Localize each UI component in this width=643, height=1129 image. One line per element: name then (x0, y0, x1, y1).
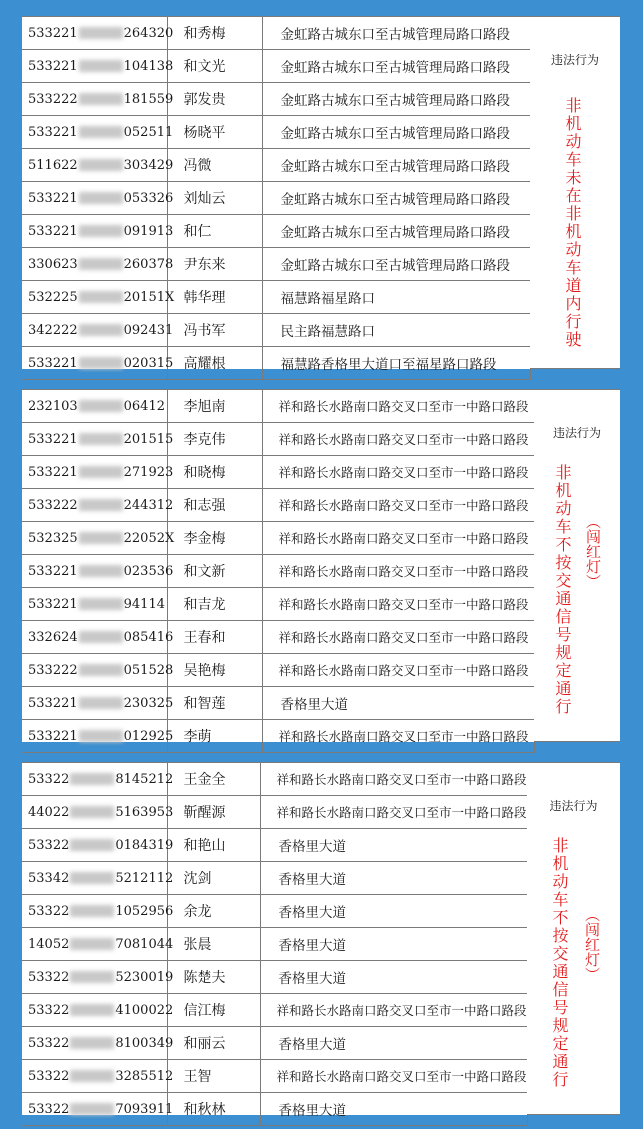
id-number-cell (22, 1027, 174, 1060)
id-suffix: 3285512 (115, 1068, 174, 1084)
redacted-digits (79, 159, 123, 171)
name-cell: 余龙 (167, 895, 260, 928)
table-row (22, 829, 527, 862)
redacted-digits (79, 126, 123, 138)
location-cell: 祥和路长水路南口路交叉口至市一中路口路段 (262, 390, 534, 423)
violation-table-1 (22, 16, 531, 380)
redacted-digits (79, 357, 123, 369)
id-suffix: 264320 (123, 25, 174, 41)
id-prefix: 532225 (28, 289, 78, 305)
id-suffix: 053326 (123, 190, 174, 206)
id-number-cell (22, 215, 174, 248)
id-number-cell (22, 796, 174, 829)
id-number-cell (22, 555, 174, 588)
name-cell: 和丽云 (167, 1027, 260, 1060)
location-cell: 金虹路古城东口至古城管理局路口路段 (262, 83, 530, 116)
location-cell: 祥和路长水路南口路交叉口至市一中路口路段 (260, 1060, 527, 1093)
id-suffix: 201515 (123, 431, 174, 447)
redacted-digits (79, 258, 123, 270)
name-cell: 和秀梅 (167, 17, 262, 50)
id-number-cell (22, 489, 174, 522)
table-row (22, 390, 534, 423)
table-row (22, 149, 530, 182)
table-row (22, 83, 530, 116)
location-cell: 祥和路长水路南口路交叉口至市一中路口路段 (262, 720, 534, 753)
name-cell: 杨晓平 (167, 116, 262, 149)
redacted-digits (79, 499, 123, 511)
id-prefix: 332624 (28, 629, 78, 645)
redacted-digits (79, 697, 123, 709)
id-number-cell (22, 720, 174, 753)
id-suffix: 012925 (123, 728, 174, 744)
id-number-cell (22, 314, 174, 347)
table-row (22, 314, 530, 347)
id-suffix: 94114 (123, 596, 165, 612)
id-prefix: 53322 (28, 1035, 70, 1051)
table-row (22, 182, 530, 215)
name-cell: 郭发贵 (167, 83, 262, 116)
id-number-cell (22, 928, 174, 961)
id-suffix: 052511 (123, 124, 174, 140)
id-suffix: 06412 (123, 398, 165, 414)
redacted-digits (70, 1103, 114, 1115)
id-suffix: 5212112 (115, 870, 174, 886)
id-prefix: 53322 (28, 1068, 70, 1084)
id-number-cell (22, 588, 167, 621)
id-suffix: 181559 (123, 91, 174, 107)
location-cell: 祥和路长水路南口路交叉口至市一中路口路段 (260, 796, 527, 829)
id-number-cell (22, 149, 174, 182)
id-suffix: 303429 (123, 157, 174, 173)
id-prefix: 53322 (28, 903, 70, 919)
redacted-digits (79, 664, 123, 676)
id-number-cell (22, 895, 174, 928)
table-row (22, 654, 534, 687)
location-cell: 香格里大道 (260, 862, 527, 895)
name-cell: 和晓梅 (167, 456, 262, 489)
id-suffix: 5230019 (115, 969, 174, 985)
table-row (22, 1027, 527, 1060)
table-row (22, 347, 530, 380)
redacted-digits (79, 400, 123, 412)
id-prefix: 53322 (28, 771, 70, 787)
redacted-digits (79, 466, 123, 478)
id-number-cell (22, 83, 174, 116)
table-row (22, 687, 534, 720)
table-row (22, 961, 527, 994)
redacted-digits (70, 971, 114, 983)
location-cell: 祥和路长水路南口路交叉口至市一中路口路段 (260, 994, 527, 1027)
id-prefix: 511622 (28, 157, 78, 173)
id-number-cell (22, 862, 174, 895)
name-cell: 李萌 (167, 720, 262, 753)
location-cell: 福慧路香格里大道口至福星路口路段 (262, 347, 530, 380)
name-cell: 沈剑 (167, 862, 260, 895)
location-cell: 香格里大道 (260, 961, 527, 994)
violation-table-3 (22, 762, 528, 1126)
name-cell: 冯微 (167, 149, 262, 182)
name-cell: 高耀根 (167, 347, 262, 380)
id-prefix: 533221 (28, 58, 78, 74)
table-row (22, 621, 534, 654)
name-cell: 和仁 (167, 215, 262, 248)
redacted-digits (79, 433, 123, 445)
id-number-cell (22, 1060, 174, 1093)
table-row (22, 796, 527, 829)
id-number-cell (22, 654, 174, 687)
redacted-digits (79, 291, 123, 303)
location-cell: 香格里大道 (260, 928, 527, 961)
id-suffix: 023536 (123, 563, 174, 579)
id-suffix: 271923 (123, 464, 174, 480)
violation-section-1 (22, 16, 620, 373)
violation-header: 违法行为 (549, 799, 598, 813)
id-suffix: 244312 (123, 497, 174, 513)
table-row (22, 489, 534, 522)
id-suffix: 20151X (123, 289, 175, 305)
redacted-digits (70, 1070, 114, 1082)
redacted-digits (70, 773, 114, 785)
location-cell: 金虹路古城东口至古城管理局路口路段 (262, 116, 530, 149)
name-cell: 张晨 (167, 928, 260, 961)
table-row (22, 862, 527, 895)
location-cell: 香格里大道 (260, 1027, 527, 1060)
location-cell: 金虹路古城东口至古城管理局路口路段 (262, 17, 530, 50)
table-row (22, 17, 530, 50)
name-cell: 信江梅 (167, 994, 260, 1027)
id-number-cell (22, 621, 174, 654)
id-prefix: 533221 (28, 695, 78, 711)
name-cell: 尹东来 (167, 248, 262, 281)
location-cell: 祥和路长水路南口路交叉口至市一中路口路段 (262, 456, 534, 489)
id-suffix: 7093911 (115, 1101, 174, 1117)
name-cell: 吴艳梅 (167, 654, 262, 687)
name-cell: 刘灿云 (167, 182, 262, 215)
id-prefix: 533221 (28, 464, 78, 480)
violation-side-cell-2 (534, 389, 620, 742)
table-row (22, 588, 534, 621)
id-number-cell (22, 423, 174, 456)
table-row (22, 994, 527, 1027)
name-cell: 韩华理 (167, 281, 262, 314)
table-row (22, 1093, 527, 1126)
violation-section-3 (22, 762, 620, 1119)
name-cell: 和文新 (167, 555, 262, 588)
table-row (22, 522, 534, 555)
redacted-digits (79, 730, 123, 742)
violation-description: 非机动车不按交通信号规定通行 (553, 464, 572, 716)
id-suffix: 260378 (123, 256, 174, 272)
id-suffix: 8100349 (115, 1035, 174, 1051)
id-suffix: 051528 (123, 662, 174, 678)
id-prefix: 14052 (28, 936, 70, 952)
name-cell: 王金全 (167, 763, 260, 796)
id-number-cell (22, 1093, 174, 1126)
id-number-cell (22, 281, 175, 314)
name-cell: 和秋林 (167, 1093, 260, 1126)
redacted-digits (70, 1037, 114, 1049)
location-cell: 金虹路古城东口至古城管理局路口路段 (262, 248, 530, 281)
id-number-cell (22, 50, 174, 83)
redacted-digits (70, 839, 114, 851)
id-number-cell (22, 687, 174, 720)
location-cell: 祥和路长水路南口路交叉口至市一中路口路段 (260, 763, 527, 796)
id-prefix: 342222 (28, 322, 78, 338)
location-cell: 祥和路长水路南口路交叉口至市一中路口路段 (262, 522, 534, 555)
id-prefix: 533221 (28, 190, 78, 206)
id-number-cell (22, 829, 174, 862)
redacted-digits (79, 532, 123, 544)
location-cell: 祥和路长水路南口路交叉口至市一中路口路段 (262, 423, 534, 456)
id-prefix: 533222 (28, 91, 78, 107)
name-cell: 陈楚夫 (167, 961, 260, 994)
table-row (22, 763, 527, 796)
name-cell: 靳醒源 (167, 796, 260, 829)
location-cell: 香格里大道 (260, 895, 527, 928)
violation-header: 违法行为 (550, 53, 599, 67)
location-cell: 民主路福慧路口 (262, 314, 530, 347)
id-prefix: 533221 (28, 355, 78, 371)
id-number-cell (22, 961, 174, 994)
id-prefix: 533221 (28, 596, 78, 612)
name-cell: 和志强 (167, 489, 262, 522)
redacted-digits (79, 93, 123, 105)
location-cell: 祥和路长水路南口路交叉口至市一中路口路段 (262, 555, 534, 588)
id-prefix: 44022 (28, 804, 70, 820)
id-prefix: 330623 (28, 256, 78, 272)
location-cell: 祥和路长水路南口路交叉口至市一中路口路段 (262, 621, 534, 654)
table-row (22, 1060, 527, 1093)
name-cell: 冯书军 (167, 314, 262, 347)
violation-section-2 (22, 389, 620, 745)
id-prefix: 533221 (28, 563, 78, 579)
location-cell: 香格里大道 (260, 829, 527, 862)
violation-note: （闯红灯） (584, 514, 602, 589)
table-row (22, 116, 530, 149)
id-number-cell (22, 390, 167, 423)
name-cell: 李克伟 (167, 423, 262, 456)
id-prefix: 533221 (28, 223, 78, 239)
id-prefix: 533221 (28, 431, 78, 447)
id-suffix: 22052X (123, 530, 175, 546)
id-prefix: 232103 (28, 398, 78, 414)
name-cell: 李旭南 (167, 390, 262, 423)
id-suffix: 020315 (123, 355, 174, 371)
redacted-digits (70, 1004, 114, 1016)
id-suffix: 4100022 (115, 1002, 174, 1018)
id-suffix: 8145212 (115, 771, 174, 787)
id-number-cell (22, 522, 175, 555)
table-row (22, 281, 530, 314)
violation-description: 非机动车不按交通信号规定通行 (550, 837, 569, 1089)
id-prefix: 533221 (28, 25, 78, 41)
violation-side-cell-1 (530, 16, 620, 369)
id-number-cell (22, 763, 174, 796)
id-prefix: 533222 (28, 497, 78, 513)
table-row (22, 555, 534, 588)
redacted-digits (79, 27, 123, 39)
id-suffix: 091913 (123, 223, 174, 239)
id-suffix: 092431 (123, 322, 174, 338)
location-cell: 金虹路古城东口至古城管理局路口路段 (262, 50, 530, 83)
redacted-digits (70, 872, 114, 884)
id-prefix: 53322 (28, 1002, 70, 1018)
violation-note: （闯红灯） (583, 907, 601, 982)
id-number-cell (22, 116, 174, 149)
id-number-cell (22, 17, 174, 50)
violation-side-cell-3 (527, 762, 620, 1115)
table-row (22, 456, 534, 489)
id-suffix: 085416 (123, 629, 174, 645)
id-number-cell (22, 456, 174, 489)
redacted-digits (79, 631, 123, 643)
redacted-digits (79, 324, 123, 336)
id-suffix: 104138 (123, 58, 174, 74)
redacted-digits (79, 60, 123, 72)
table-row (22, 928, 527, 961)
id-suffix: 0184319 (115, 837, 174, 853)
id-suffix: 7081044 (115, 936, 174, 952)
location-cell: 祥和路长水路南口路交叉口至市一中路口路段 (262, 588, 534, 621)
redacted-digits (70, 938, 114, 950)
location-cell: 金虹路古城东口至古城管理局路口路段 (262, 182, 530, 215)
redacted-digits (79, 192, 123, 204)
redacted-digits (79, 565, 123, 577)
id-prefix: 533222 (28, 662, 78, 678)
id-number-cell (22, 994, 174, 1027)
name-cell: 和吉龙 (167, 588, 262, 621)
location-cell: 祥和路长水路南口路交叉口至市一中路口路段 (262, 654, 534, 687)
name-cell: 李金梅 (167, 522, 262, 555)
violation-header: 违法行为 (552, 426, 601, 440)
name-cell: 王春和 (167, 621, 262, 654)
name-cell: 和智莲 (167, 687, 262, 720)
redacted-digits (70, 806, 114, 818)
location-cell: 金虹路古城东口至古城管理局路口路段 (262, 215, 530, 248)
id-prefix: 53322 (28, 837, 70, 853)
id-prefix: 532325 (28, 530, 78, 546)
location-cell: 香格里大道 (260, 1093, 527, 1126)
location-cell: 福慧路福星路口 (262, 281, 530, 314)
location-cell: 祥和路长水路南口路交叉口至市一中路口路段 (262, 489, 534, 522)
name-cell: 和艳山 (167, 829, 260, 862)
id-number-cell (22, 248, 174, 281)
table-row (22, 215, 530, 248)
violation-table-2 (22, 389, 535, 753)
id-prefix: 53342 (28, 870, 70, 886)
id-prefix: 53322 (28, 1101, 70, 1117)
name-cell: 王智 (167, 1060, 260, 1093)
id-suffix: 1052956 (115, 903, 174, 919)
id-prefix: 533221 (28, 124, 78, 140)
redacted-digits (79, 598, 123, 610)
location-cell: 金虹路古城东口至古城管理局路口路段 (262, 149, 530, 182)
id-suffix: 230325 (123, 695, 174, 711)
table-row (22, 248, 530, 281)
id-number-cell (22, 347, 174, 380)
id-number-cell (22, 182, 174, 215)
location-cell: 香格里大道 (262, 687, 534, 720)
table-row (22, 720, 534, 753)
redacted-digits (79, 225, 123, 237)
table-row (22, 895, 527, 928)
id-prefix: 533221 (28, 728, 78, 744)
id-suffix: 5163953 (115, 804, 174, 820)
id-prefix: 53322 (28, 969, 70, 985)
table-row (22, 423, 534, 456)
violation-description: 非机动车未在非机动车道内行驶 (563, 97, 582, 349)
name-cell: 和文光 (167, 50, 262, 83)
redacted-digits (70, 905, 114, 917)
table-row (22, 50, 530, 83)
